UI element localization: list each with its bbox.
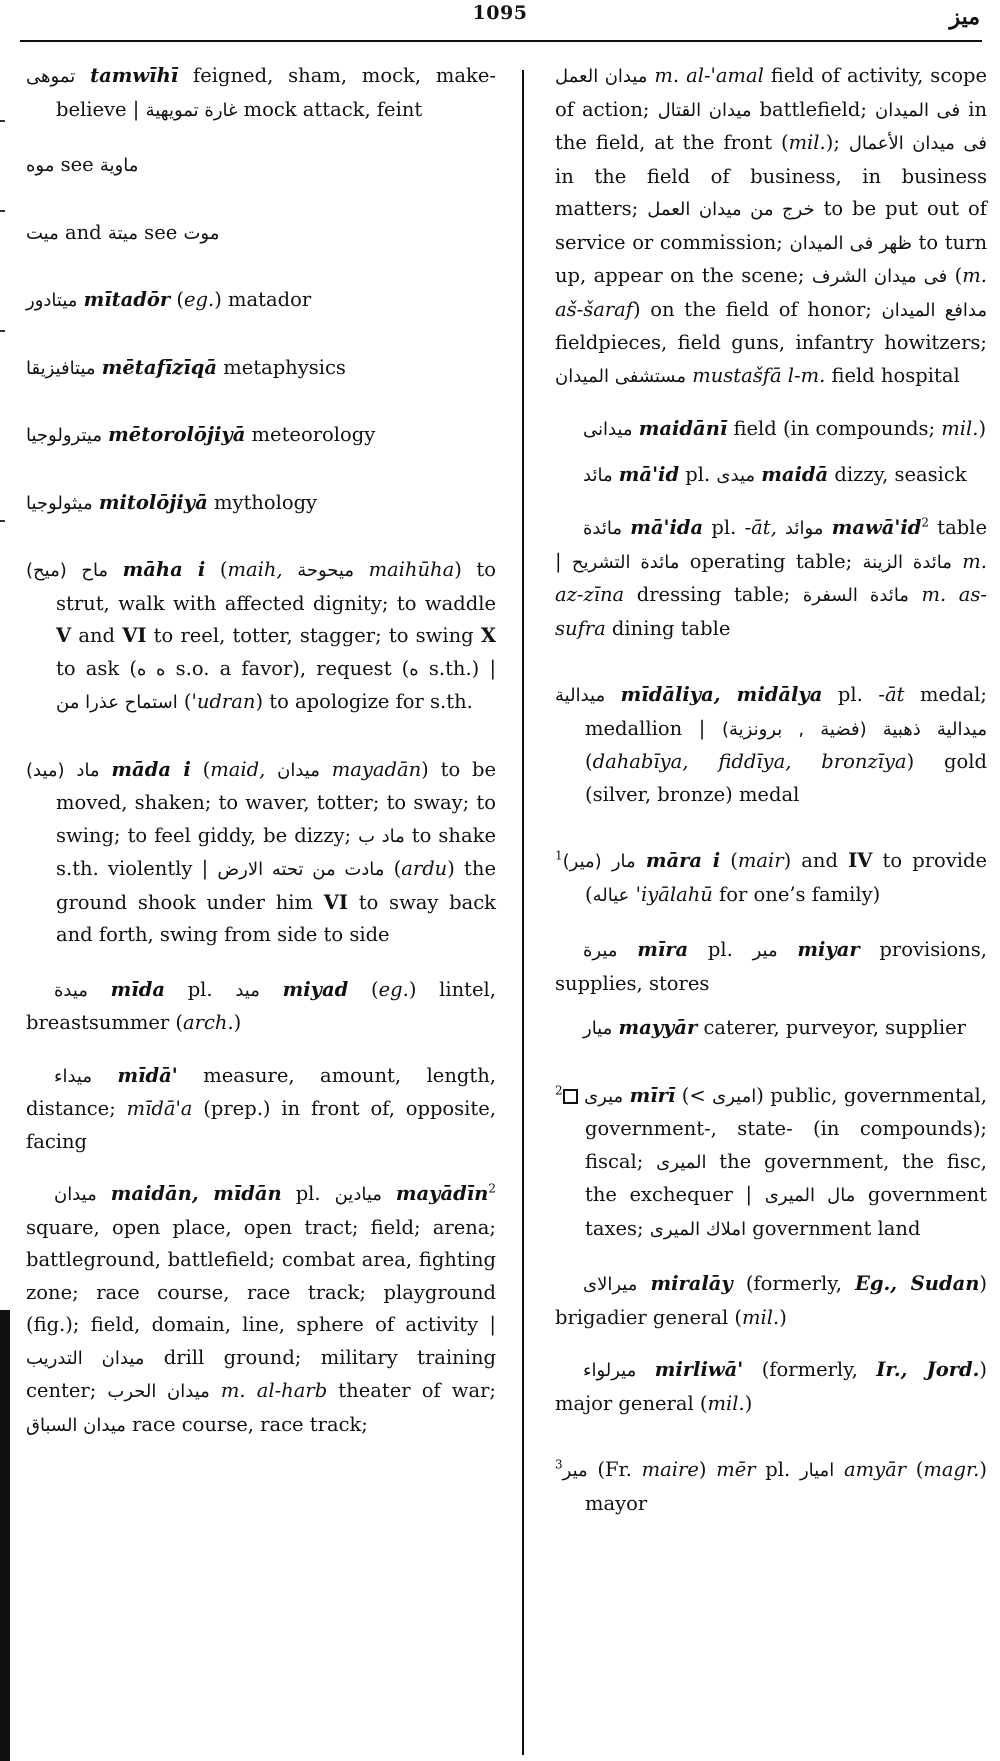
entry-miri: $^2$ ميرى mīrī (< اميرى) public, governmental, government-, state- (in compounds); fiscal; الميرى the government, the fisc, the exchequer | مال الميرى government taxes; املاك الميرى government land (555, 1083, 987, 1240)
entry-mirliwa: ميرلواء mirliwā' (formerly, Ir., Jord.) major general (mil.) (555, 1358, 988, 1415)
binding-tick (0, 330, 5, 332)
entry-maida: مائدة mā'ida pl. -āt, موائد $mawā'id^2$ table | مائدة التشريح operating table; مائدة الزينة m. az-zīna dressing table; مائدة السفرة m. as-sufra dining table (555, 515, 988, 640)
page-number: 1095 (472, 2, 528, 24)
running-head: ميز (949, 4, 980, 30)
entry-maid: مائد mā'id pl. ميدى maidā dizzy, seasick (583, 462, 967, 486)
entry-maidani: ميدانى maidānī field (in compounds; mil.) (583, 417, 987, 440)
binding-tick (0, 210, 5, 212)
entry-mitador: ميتادور mītadōr (eg.) matador (26, 288, 312, 311)
entry-metafiziqa: ميتافيزيقا mētafīzīqā metaphysics (26, 355, 346, 379)
entry-mayyar: ميار mayyār caterer, purveyor, supplier (583, 1016, 966, 1039)
entry-metorolojiya: ميترولوجيا mētorolōjiyā meteorology (26, 423, 376, 446)
column-divider (522, 70, 524, 1755)
left-column (26, 60, 496, 1462)
entry-maha: (ميح) ماح māha i (maih, ميحوحة maihūha) to strut, walk with affected dignity; to waddle V and VI to reel, totter, stagger; to swing X to ask (ه ه s.o. a favor), request (ه s.th.) | استماح عذرا من ('udran) to apologize for s.th. (26, 558, 497, 713)
header-rule (20, 40, 982, 42)
entry-mida: ميدة mīda pl. ميد miyad (eg.) lintel, breastsummer (arch.) (26, 977, 496, 1034)
binding-tick (0, 520, 5, 522)
entry-maidan: ميدان maidān, mīdān pl. ميادين mayādīn$^2$ square, open place, open tract; field; arena; battleground, battlefield; combat area, fighting zone; race course, race track; playground (fig.); field, domain, line, sphere of activity | ميدان التدريب drill ground; military training center; ميدان الحرب m. al-harb theater of war; ميدان السباق race course, race track; (26, 1181, 496, 1436)
binding-tick (0, 120, 5, 122)
square-box-icon (563, 1089, 578, 1104)
entry-miralay: ميرالاى miralāy (formerly, Eg., Sudan) brigadier general (mil.) (555, 1272, 988, 1329)
entry-mayyit-see: ميت and ميتة see موت (26, 220, 220, 244)
entry-mira: ميرة mīra pl. مير miyar provisions, supplies, stores (555, 938, 987, 995)
right-column (555, 60, 987, 1542)
entry-mara: $^1$(مير) مار māra i (mair) and IV to provide (عياله 'iyālahū for one’s family) (555, 848, 988, 906)
binding-edge (0, 1310, 10, 1761)
entry-maidan-al-amal: ميدان العمل m. al-'amal field of activity, scope of action; ميدان القتال battlefield; فى الميدان in the field, at the front (mil.); فى ميدان الأعمال in the field of business, in business matters; خرج من ميدان العمل to be put out of service or commission; ظهر فى الميدان to turn up, appear on the scene; فى ميدان الشرف (m. aš-šaraf) on the field of honor; مدافع الميدان fieldpieces, field guns, infantry howitzers; مستشفى الميدان mustašfā l-m. field hospital (555, 64, 988, 387)
entry-muh-see: موه see ماوية (26, 153, 139, 176)
entry-mer-mayor: $^3$مير (Fr. maire) mēr pl. اميار amyār (magr.) mayor (555, 1457, 987, 1515)
entry-mada: (ميد) ماد māda i (maid, ميدان mayadān) to be moved, shaken; to waver, totter; to sway; to swing; to feel giddy, be dizzy; ماد ب to shake s.th. violently | مادت من تحته الارض (ardu) the ground shook under him VI to sway back and forth, swing from side to side (26, 757, 497, 946)
entry-midaliya: ميدالية mīdāliya, midālya pl. -āt medal; medallion | ميدالية ذهبية (فضية , برونزية) (dahabīya, fiddīya, bronzīya) gold (silver, bronze) medal (555, 683, 988, 806)
entry-mitolojiya: ميثولوجيا mitolōjiyā mythology (26, 490, 318, 514)
entry-tamwihi: تموهى tamwīhī feigned, sham, mock, make-believe | غارة تمويهية mock attack, feint (26, 64, 496, 121)
entry-mida-measure: ميداء mīdā' measure, amount, length, distance; mīdā'a (prep.) in front of, opposite, facing (26, 1063, 496, 1153)
